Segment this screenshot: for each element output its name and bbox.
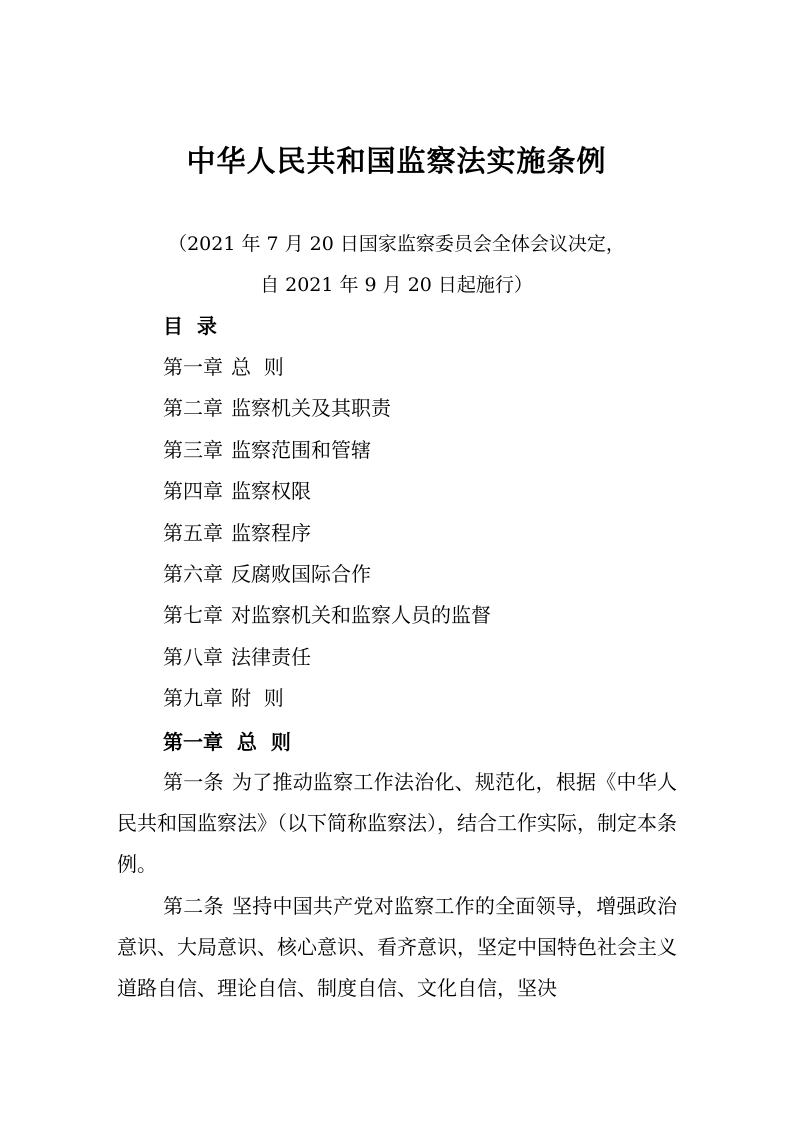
toc-chapter-number: 第八章 <box>163 644 223 669</box>
article-label: 第二条 <box>163 894 224 918</box>
toc-chapter-name: 监察权限 <box>231 479 311 504</box>
article-text: 坚持中国共产党对监察工作的全面领导，增强政治意识、大局意识、核心意识、看齐意识，坚定中国特色社会主义道路自信、理论自信、制度自信、文化自信，坚决 <box>117 894 678 1000</box>
toc-item-4 <box>163 476 491 517</box>
toc-item-7 <box>163 600 491 641</box>
article-paragraph <box>117 886 677 1009</box>
table-of-contents <box>163 352 491 725</box>
toc-chapter-name: 监察范围和管辖 <box>231 437 371 462</box>
toc-heading: 目 录 <box>163 314 217 338</box>
article-text: 为了推动监察工作法治化、规范化，根据《中华人民共和国监察法》（以下简称监察法），结合工作实际，制定本条例。 <box>117 770 678 876</box>
toc-chapter-name: 法律责任 <box>231 644 311 669</box>
document-title: 中华人民共和国监察法实施条例 <box>186 144 607 178</box>
toc-item-5 <box>163 518 491 559</box>
adoption-note-line1: （2021 年 7 月 20 日国家监察委员会全体会议决定， <box>168 233 625 255</box>
article-label: 第一条 <box>163 770 224 794</box>
toc-chapter-number: 第四章 <box>163 479 223 504</box>
toc-item-9 <box>163 683 491 724</box>
adoption-note-line2: 自 2021 年 9 月 20 日起施行） <box>260 274 533 296</box>
toc-chapter-name: 总 则 <box>231 355 284 379</box>
toc-chapter-number: 第七章 <box>163 603 223 628</box>
toc-chapter-number: 第五章 <box>163 520 223 545</box>
toc-item-1 <box>163 352 491 393</box>
toc-item-6 <box>163 559 491 600</box>
toc-item-2 <box>163 393 491 434</box>
toc-item-8 <box>163 642 491 683</box>
toc-chapter-number: 第六章 <box>163 561 223 586</box>
toc-chapter-number: 第九章 <box>163 686 223 711</box>
article-paragraph <box>117 762 677 885</box>
toc-chapter-name: 监察程序 <box>231 520 311 545</box>
toc-chapter-name: 反腐败国际合作 <box>231 561 371 586</box>
toc-chapter-number: 第二章 <box>163 396 223 421</box>
toc-chapter-name: 对监察机关和监察人员的监督 <box>231 603 491 628</box>
chapter-heading: 第一章 总 则 <box>163 730 291 754</box>
toc-chapter-number: 第三章 <box>163 437 223 462</box>
toc-chapter-name: 附 则 <box>231 686 284 711</box>
toc-chapter-number: 第一章 <box>163 355 223 379</box>
toc-chapter-name: 监察机关及其职责 <box>231 396 391 421</box>
toc-item-3 <box>163 435 491 476</box>
